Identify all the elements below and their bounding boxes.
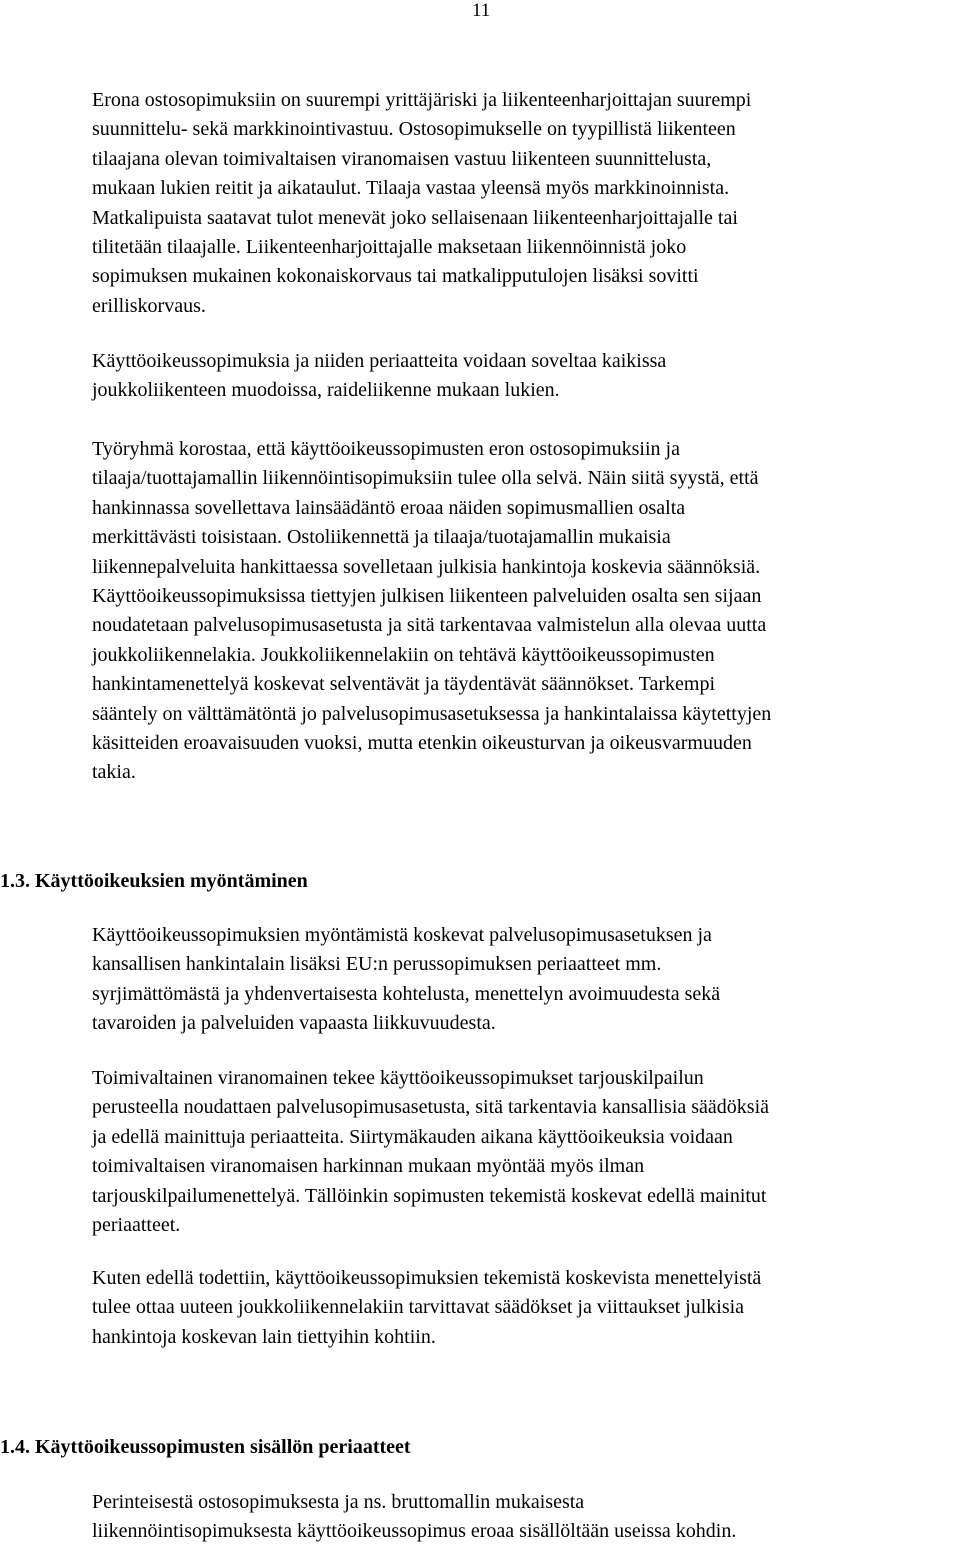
paragraph-intro (92, 86, 958, 321)
paragraph-working-group: Työryhmä korostaa, että käyttöoikeussopimusten eron ostosopimuksiin ja tilaaja/tuottajamallin liikennöintisopimuksiin tulee olla selvä. Näin siitä syystä, että hankinnassa sovellettava lainsäädäntö eroaa näiden sopimusmallien osalta merkittävästi toisistaan. Ostoliikennettä ja tilaaja/tuotajamallin mukaisia liikennepalveluita hankittaessa sovelletaan julkisia hankintoja koskevia säännöksiä. Käyttöoikeussopimuksissa tiettyjen julkisen liikenteen palveluiden osalta sen sijaan noudatetaan palvelusopimusasetusta ja sitä tarkentavaa valmistelun alla olevaa uutta joukkoliikennelakia. Joukkoliikennelakiin on tehtävä käyttöoikeussopimusten hankintamenettelyä koskevat selventävät ja täydentävät säännökset. Tarkempi sääntely on välttämätöntä jo palvelusopimusasetuksessa ja hankintalaissa käytettyjen käsitteiden eroavaisuuden vuoksi, mutta etenkin oikeusturvan ja oikeusvarmuuden takia. (92, 438, 772, 784)
paragraph-applicability: Käyttöoikeussopimuksia ja niiden periaatteita voidaan soveltaa kaikissa joukkoliikenteen muodoissa, raideliikenne mukaan lukien. (92, 350, 667, 402)
paragraph-traditional: Perinteisestä ostosopimuksesta ja ns. bruttomallin mukaisesta liikennöintisopimuksesta käyttöoikeussopimus eroaa sisällöltään useissa kohdin. (92, 1491, 737, 1543)
paragraph-text: Erona ostosopimuksiin on suurempi yrittäjäriski ja liikenteenharjoittajan suurempi suunnittelu- sekä markkinointivastuu. Ostosopimukselle on tyypillistä liikenteen tilaajana olevan toimivaltaisen viranomaisen vastuu liikenteen suunnittelusta, mukaan lukien reitit ja aikataulut. Tilaaja vastaa yleensä myös markkinoinnista. Matkalipuista saatavat tulot menevät joko sellaisenaan liikenteenharjoittajalle tai tilitetään tilaajalle. Liikenteenharjoittajalle maksetaan liikennöinnistä joko sopimuksen mukainen kokonaiskorvaus tai matkalipputulojen lisäksi sovitti erilliskorvaus. (92, 89, 752, 317)
paragraph-as-noted: Kuten edellä todettiin, käyttöoikeussopimuksien tekemistä koskevista menettelyistä tulee ottaa uuteen joukkoliikennelakiin tarvittavat säädökset ja viittaukset julkisia hankintoja koskevan lain tiettyihin kohtiin. (92, 1267, 762, 1348)
page-number: 11 (472, 0, 491, 21)
section-heading-1-4: 1.4. Käyttöoikeussopimusten sisällön periaatteet (0, 1436, 411, 1458)
paragraph-granting-principles: Käyttöoikeussopimuksien myöntämistä koskevat palvelusopimusasetuksen ja kansallisen hankintalain lisäksi EU:n perussopimuksen periaatteet mm. syrjimättömästä ja yhdenvertaisesta kohtelusta, menettelyn avoimuudesta sekä tavaroiden ja palveluiden vapaasta liikkuvuudesta. (92, 924, 721, 1035)
paragraph-competent-authority: Toimivaltainen viranomainen tekee käyttöoikeussopimukset tarjouskilpailun perusteella noudattaen palvelusopimusasetusta, sitä tarkentavia kansallisia säädöksiä ja edellä mainittuja periaatteita. Siirtymäkauden aikana käyttöoikeuksia voidaan toimivaltaisen viranomaisen harkinnan mukaan myöntää myös ilman tarjouskilpailumenettelyä. Tällöinkin sopimusten tekemistä koskevat edellä mainitut periaatteet. (92, 1067, 770, 1237)
section-heading-1-3: 1.3. Käyttöoikeuksien myöntäminen (0, 870, 308, 892)
